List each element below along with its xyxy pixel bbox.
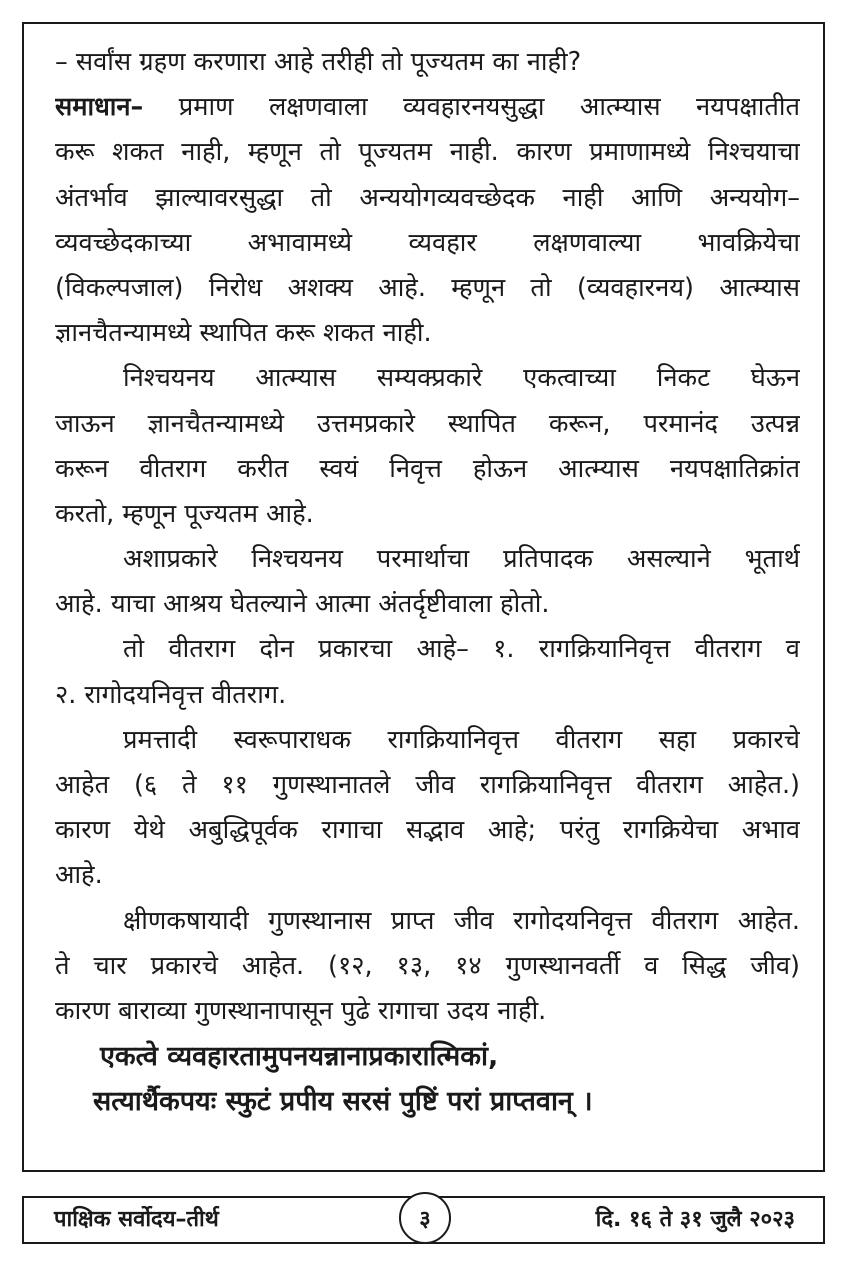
publication-title: पाक्षिक सर्वोदय–तीर्थ xyxy=(54,1207,219,1232)
page-number: ३ xyxy=(399,1192,451,1244)
text-line: आहे. xyxy=(55,860,103,891)
issue-date: दि. १६ ते ३१ जुलै २०२३ xyxy=(595,1207,795,1232)
text-line: तो वीतराग दोन प्रकारचा आहे– १. रागक्रियानिवृत्त वीतराग व xyxy=(123,634,800,665)
text-line: (विकल्पजाल) निरोध अशक्य आहे. म्हणून तो (व्यवहारनय) आत्म्यास xyxy=(55,272,800,303)
text-line: ते चार प्रकारचे आहेत. (१२, १३, १४ गुणस्थानवर्ती व सिद्ध जीव) xyxy=(55,950,800,981)
text-line: करतो, म्हणून पूज्यतम आहे. xyxy=(55,498,314,529)
text-span: प्रमाण लक्षणवाला व्यवहारनयसुद्धा आत्म्यास नयपक्षातीत xyxy=(143,92,800,123)
text-line: जाऊन ज्ञानचैतन्यामध्ये उत्तमप्रकारे स्थापित करून, परमानंद उत्पन्न xyxy=(55,408,800,439)
page-content xyxy=(55,40,800,1125)
text-line: करू शकत नाही, म्हणून तो पूज्यतम नाही. कारण प्रमाणामध्ये निश्चयाचा xyxy=(55,137,800,168)
page-footer xyxy=(22,1196,825,1244)
text-line: आहेत (६ ते ११ गुणस्थानातले जीव रागक्रियानिवृत्त वीतराग आहेत.) xyxy=(55,770,800,800)
text-line xyxy=(55,85,800,130)
verse-line: सत्यार्थैकपयः स्फुटं प्रपीय सरसं पुष्टिं परां प्राप्तवान् । xyxy=(93,1086,593,1118)
text-line: अशाप्रकारे निश्चयनय परमार्थाचा प्रतिपादक असल्याने भूतार्थ xyxy=(123,544,800,575)
text-line: आहे. याचा आश्रय घेतल्याने आत्मा अंतर्दृष्टीवाला होतो. xyxy=(55,589,550,620)
text-line: व्यवच्छेदकाच्या अभावामध्ये व्यवहार लक्षणवाल्या भावक्रियेचा xyxy=(55,227,800,258)
text-line: अंतर्भाव झाल्यावरसुद्धा तो अन्ययोगव्यवच्छेदक नाही आणि अन्ययोग– xyxy=(55,182,800,213)
text-line: क्षीणकषायादी गुणस्थानास प्राप्त जीव रागोदयनिवृत्त वीतराग आहेत. xyxy=(123,905,800,936)
text-line: कारण येथे अबुद्धिपूर्वक रागाचा सद्भाव आहे; परंतु रागक्रियेचा अभाव xyxy=(55,815,800,846)
text-line: ज्ञानचैतन्यामध्ये स्थापित करू शकत नाही. xyxy=(55,318,432,349)
text-line: करून वीतराग करीत स्वयं निवृत्त होऊन आत्म्यास नयपक्षातिक्रांत xyxy=(55,453,800,484)
text-line: – सर्वांस ग्रहण करणारा आहे तरीही तो पूज्यतम का नाही? xyxy=(55,47,582,77)
text-line: प्रमत्तादी स्वरूपाराधक रागक्रियानिवृत्त वीतराग सहा प्रकारचे xyxy=(123,724,800,755)
text-line: कारण बाराव्या गुणस्थानापासून पुढे रागाचा उदय नाही. xyxy=(55,995,547,1026)
verse-line: एकत्वे व्यवहारतामुपनयन्नानाप्रकारात्मिकां, xyxy=(100,1041,499,1073)
text-line: २. रागोदयनिवृत्त वीतराग. xyxy=(55,679,287,710)
answer-label: समाधान– xyxy=(55,92,144,123)
text-line: निश्चयनय आत्म्यास सम्यक्प्रकारे एकत्वाच्या निकट घेऊन xyxy=(123,363,800,394)
